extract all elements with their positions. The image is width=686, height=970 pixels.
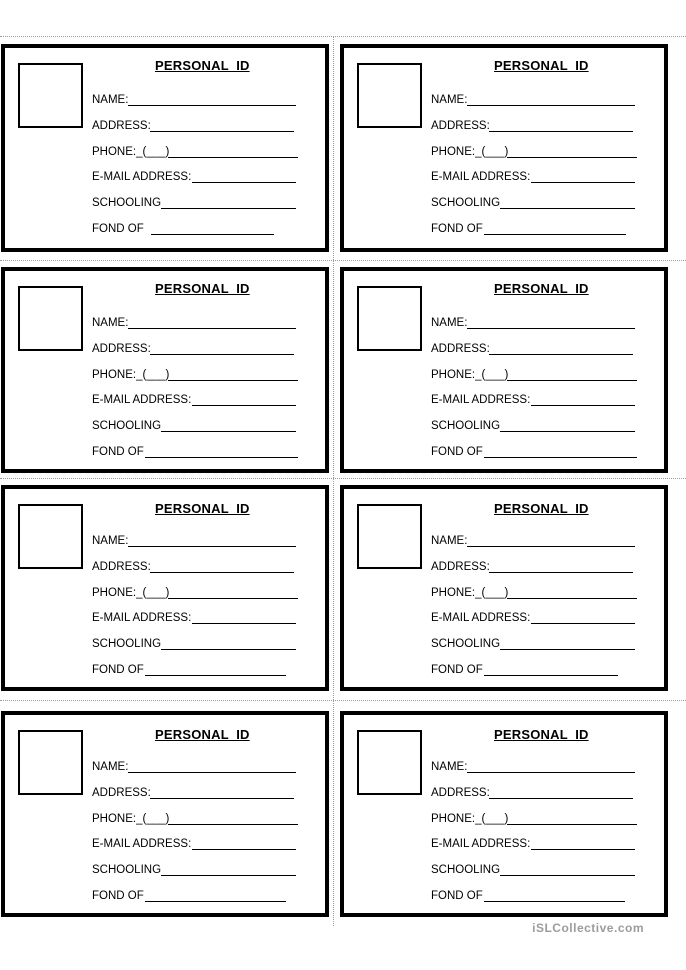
schooling-line[interactable]: [161, 431, 296, 432]
phone-line[interactable]: [168, 598, 298, 599]
schooling-line[interactable]: [500, 875, 635, 876]
schooling-label: SCHOOLING: [431, 864, 501, 876]
phone-label: PHONE:_(___): [431, 369, 509, 381]
photo-box: [18, 730, 83, 795]
fond-of-label: FOND OF: [92, 223, 147, 235]
cut-line: [0, 478, 686, 479]
name-label: NAME:: [92, 94, 129, 106]
name-line[interactable]: [128, 105, 296, 106]
phone-label: PHONE:_(___): [431, 587, 509, 599]
name-line[interactable]: [128, 772, 296, 773]
address-line[interactable]: [489, 354, 633, 355]
name-label: NAME:: [92, 317, 129, 329]
email-line[interactable]: [531, 849, 635, 850]
fond-of-line[interactable]: [484, 675, 618, 676]
fond-of-line[interactable]: [145, 457, 298, 458]
address-line[interactable]: [150, 798, 294, 799]
id-card: [340, 485, 668, 691]
email-line[interactable]: [531, 182, 635, 183]
email-line[interactable]: [192, 182, 296, 183]
email-label: E-MAIL ADDRESS:: [92, 171, 192, 183]
card-title: PERSONAL ID: [155, 58, 250, 73]
email-line[interactable]: [192, 405, 296, 406]
card-title: PERSONAL ID: [155, 501, 250, 516]
email-label: E-MAIL ADDRESS:: [92, 612, 192, 624]
name-line[interactable]: [467, 546, 635, 547]
card-title: PERSONAL ID: [494, 281, 589, 296]
fond-of-label: FOND OF: [92, 890, 144, 902]
email-label: E-MAIL ADDRESS:: [431, 394, 531, 406]
name-line[interactable]: [128, 546, 296, 547]
name-label: NAME:: [92, 761, 129, 773]
phone-line[interactable]: [507, 157, 637, 158]
phone-label: PHONE:_(___): [92, 813, 170, 825]
name-line[interactable]: [467, 772, 635, 773]
phone-line[interactable]: [168, 824, 298, 825]
address-label: ADDRESS:: [431, 561, 490, 573]
email-label: E-MAIL ADDRESS:: [92, 394, 192, 406]
phone-line[interactable]: [168, 157, 298, 158]
address-label: ADDRESS:: [431, 343, 490, 355]
address-label: ADDRESS:: [92, 787, 151, 799]
card-title: PERSONAL ID: [155, 281, 250, 296]
phone-label: PHONE:_(___): [431, 146, 509, 158]
schooling-line[interactable]: [161, 208, 296, 209]
cut-line: [0, 700, 686, 701]
address-label: ADDRESS:: [431, 787, 490, 799]
name-line[interactable]: [467, 328, 635, 329]
name-label: NAME:: [431, 535, 468, 547]
phone-label: PHONE:_(___): [92, 369, 170, 381]
id-card: [340, 44, 668, 252]
schooling-line[interactable]: [161, 875, 296, 876]
photo-box: [357, 730, 422, 795]
fond-of-label: FOND OF: [431, 223, 483, 235]
address-label: ADDRESS:: [431, 120, 490, 132]
cut-line-top: [0, 36, 686, 37]
schooling-line[interactable]: [500, 208, 635, 209]
address-line[interactable]: [489, 572, 633, 573]
id-card: [1, 711, 329, 917]
name-label: NAME:: [92, 535, 129, 547]
fond-of-line[interactable]: [484, 457, 637, 458]
address-line[interactable]: [489, 131, 633, 132]
photo-box: [357, 286, 422, 351]
fond-of-line[interactable]: [484, 901, 625, 902]
email-label: E-MAIL ADDRESS:: [431, 612, 531, 624]
id-card: [340, 711, 668, 917]
phone-line[interactable]: [507, 380, 637, 381]
name-label: NAME:: [431, 761, 468, 773]
schooling-label: SCHOOLING: [431, 197, 501, 209]
fond-of-label: FOND OF: [431, 664, 483, 676]
fond-of-line[interactable]: [484, 234, 626, 235]
id-card: [1, 267, 329, 473]
address-label: ADDRESS:: [92, 343, 151, 355]
address-label: ADDRESS:: [92, 561, 151, 573]
name-label: NAME:: [431, 94, 468, 106]
fond-of-line[interactable]: [151, 234, 274, 235]
fond-of-label: FOND OF: [431, 890, 483, 902]
phone-line[interactable]: [507, 598, 637, 599]
email-label: E-MAIL ADDRESS:: [431, 171, 531, 183]
fond-of-label: FOND OF: [92, 446, 144, 458]
schooling-label: SCHOOLING: [92, 420, 162, 432]
email-line[interactable]: [531, 405, 635, 406]
photo-box: [357, 63, 422, 128]
fond-of-label: FOND OF: [431, 446, 483, 458]
schooling-line[interactable]: [161, 649, 296, 650]
email-line[interactable]: [192, 623, 296, 624]
email-line[interactable]: [531, 623, 635, 624]
phone-label: PHONE:_(___): [92, 146, 170, 158]
address-line[interactable]: [150, 131, 294, 132]
phone-label: PHONE:_(___): [431, 813, 509, 825]
id-card: [1, 44, 329, 252]
id-card: [340, 267, 668, 473]
photo-box: [18, 286, 83, 351]
schooling-label: SCHOOLING: [92, 197, 162, 209]
fond-of-line[interactable]: [145, 901, 286, 902]
photo-box: [18, 504, 83, 569]
cut-line-vertical: [333, 36, 334, 926]
schooling-line[interactable]: [500, 649, 635, 650]
card-title: PERSONAL ID: [494, 58, 589, 73]
schooling-label: SCHOOLING: [431, 638, 501, 650]
fond-of-label: FOND OF: [92, 664, 144, 676]
photo-box: [357, 504, 422, 569]
schooling-label: SCHOOLING: [92, 864, 162, 876]
watermark: iSLCollective.com: [532, 921, 644, 935]
schooling-label: SCHOOLING: [92, 638, 162, 650]
card-title: PERSONAL ID: [494, 727, 589, 742]
address-line[interactable]: [150, 354, 294, 355]
id-card: [1, 485, 329, 691]
schooling-line[interactable]: [500, 431, 635, 432]
email-label: E-MAIL ADDRESS:: [431, 838, 531, 850]
address-line[interactable]: [489, 798, 633, 799]
cut-line: [0, 260, 686, 261]
email-label: E-MAIL ADDRESS:: [92, 838, 192, 850]
email-line[interactable]: [192, 849, 296, 850]
address-line[interactable]: [150, 572, 294, 573]
name-line[interactable]: [467, 105, 635, 106]
phone-line[interactable]: [507, 824, 637, 825]
name-label: NAME:: [431, 317, 468, 329]
phone-label: PHONE:_(___): [92, 587, 170, 599]
name-line[interactable]: [128, 328, 296, 329]
photo-box: [18, 63, 83, 128]
card-title: PERSONAL ID: [494, 501, 589, 516]
address-label: ADDRESS:: [92, 120, 151, 132]
fond-of-line[interactable]: [145, 675, 286, 676]
phone-line[interactable]: [168, 380, 298, 381]
card-title: PERSONAL ID: [155, 727, 250, 742]
schooling-label: SCHOOLING: [431, 420, 501, 432]
